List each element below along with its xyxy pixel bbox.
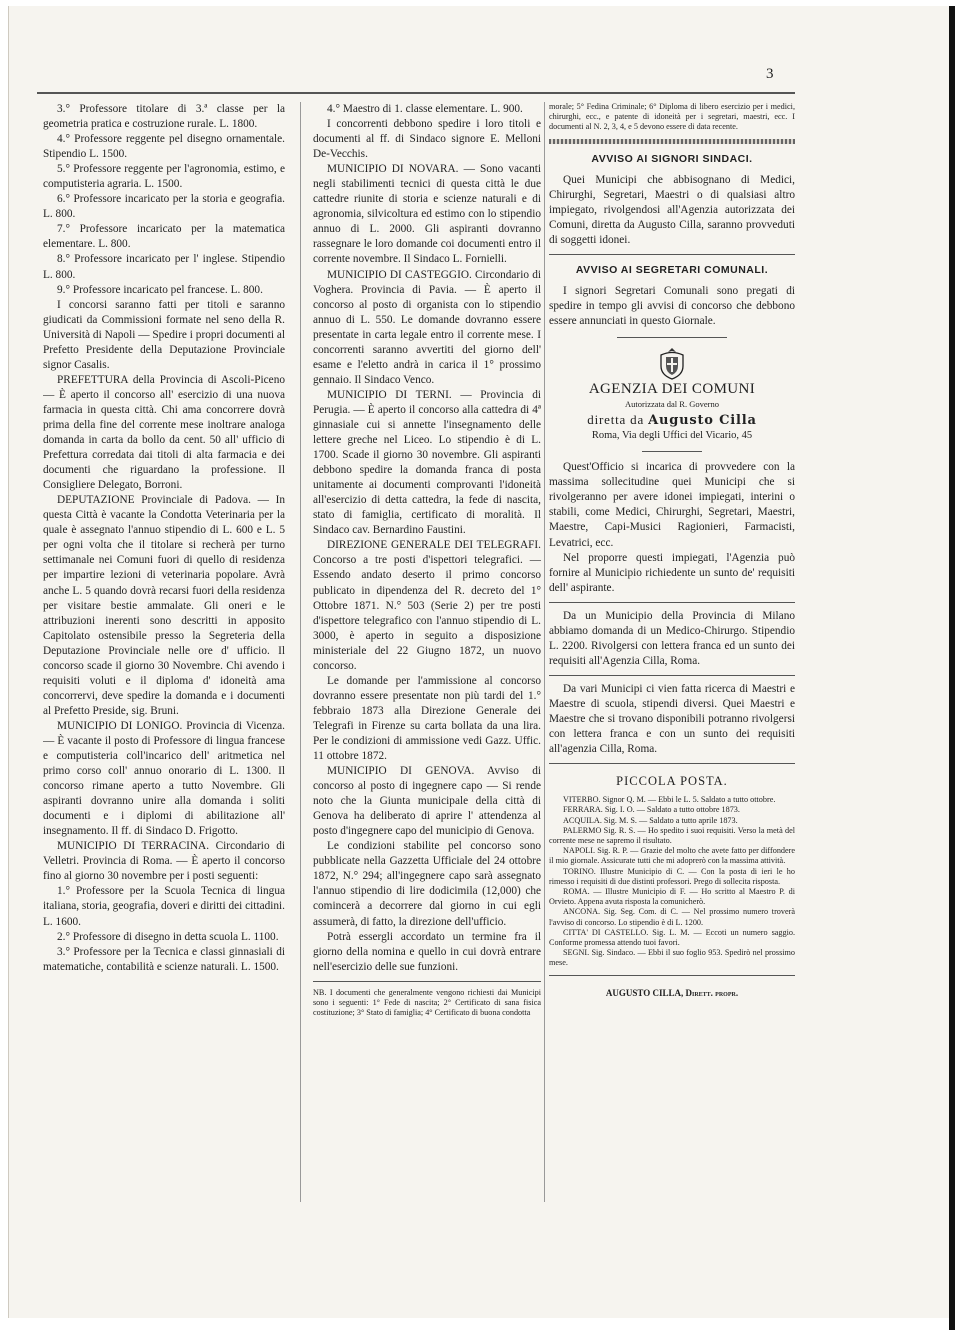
column-paragraph: Potrà essergli accordato un termine fra il giorno della nomina e quello in cui dovrà entrare nell'esercizio delle sue funzioni.: [313, 930, 541, 973]
agency-paragraph: Quest'Officio si incarica di provvedere con la massima sollecitudine quei Municipi che si rivolgeranno per avere idonei impiegati, interini o stabili, come Medici, Chirurghi, Segretari, Maestri, Maestre, Capi-Musici Ragionieri, Farmacisti, Levatrici, ecc.: [549, 461, 795, 549]
scan-edge: [949, 6, 955, 1330]
piccola-posta-item: SEGNI. Sig. Sindaco. — Ebbi il suo foglio 953. Spedirò nel prossimo mese.: [549, 948, 795, 968]
piccola-posta-item: ROMA. — Illustre Municipio di F. — Ho scritto al Maestro P. di Orvieto. Appena avuta risposta la comunicherò.: [549, 886, 795, 907]
avviso-sindaci-heading: AVVISO AI SIGNORI SINDACI.: [591, 152, 753, 165]
agency-title: AGENZIA DEI COMUNI: [588, 381, 756, 398]
column-paragraph: 3.° Professore per la Tecnica e classi ginnasiali di matematiche, contabilità e scienze naturali. L. 1500.: [43, 945, 285, 973]
section-rule: [549, 675, 795, 676]
column-paragraph: I concorsi saranno fatti per titoli e saranno giudicati da Commissioni formate nel seno della R. Università di Napoli — Spedire i propri documenti al Prefetto Presidente della Deputazione Provinciale signor Casalis.: [43, 298, 285, 371]
agency-address: Roma, Via degli Uffici del Vicario, 45: [591, 430, 753, 442]
page-number: 3: [766, 66, 774, 82]
piccola-posta-item: NAPOLI. Sig. R. P. — Grazie del molto che avete fatto per diffondere il mio giornale. Assicurate tutti che mi adoprerò con la massima attività.: [549, 846, 795, 866]
column-paragraph: 7.° Professore incaricato per la matematica elementare. L. 800.: [43, 223, 285, 251]
section-rule: [617, 337, 727, 338]
agency-description: [549, 460, 795, 595]
column-middle-body: [313, 102, 541, 975]
column-paragraph: MUNICIPIO DI TERNI. — Provincia di Perugia. — È aperto il concorso alla cattedra di 4ª ginnasiale cui si annette l'insegnamento delle lettere greche nel Liceo. Lo stipendio è di L. 1700. Scade il giorno 30 novembre. Gli aspiranti debbono spedire la domanda franca di posta unitamente ai documenti comprovanti l'idoneità all'esercizio di detta cattedra, la fede di nascita, stato di famiglia, certificato di moralità. Il Sindaco cav. Bernardino Faustini.: [313, 388, 541, 537]
documents-note-continued: morale; 5° Fedina Criminale; 6° Diploma di libero esercizio per i medici, chirurghi, ecc., e patente di idoneità per i segretari, maestri, ecc. I documenti al N. 2, 3, 4, e 5 devono essere di data recente.: [549, 102, 795, 132]
column-paragraph: 6.° Professore incaricato per la storia e geografia. L. 800.: [43, 193, 285, 221]
agency-authorization: Autorizzata dal R. Governo: [625, 399, 719, 410]
piccola-posta-item: VITERBO. Signor Q. M. — Ebbi le L. 5. Saldato a tutto ottobre.: [563, 795, 776, 805]
piccola-posta-item: PALERMO Sig. R. S. — Ho spedito i suoi requisiti. Verso la metà del corrente mese ne sapremo il risultato.: [549, 825, 795, 845]
agency-notice: Da vari Municipi ci vien fatta ricerca di Maestri e Maestre di scuola, stipendi diversi. Quei Maestri e Maestre che si trovano disponibili potranno rivolgersi con lettera franca e con un sunto dei requisiti all'agenzia Cilla, Roma.: [549, 682, 795, 756]
documents-note: NB. I documenti che generalmente vengono richiesti dai Municipi sono i seguenti: 1° Fede di nascita; 2° Certificato di sana fisica costituzione; 3° Stato di famiglia; 4° Certificato di buona condotta: [313, 987, 541, 1018]
avviso-segretari-text: I signori Segretari Comunali sono pregati di spedire in tempo gli avvisi di concorso che debbono essere annunciati in questo Giornale.: [549, 284, 795, 328]
column-paragraph: MUNICIPIO DI GENOVA. Avviso di concorso al posto di ingegnere capo — Si rende noto che la Giunta municipale della città di Genova ha deliberato di aprire l' attendenza al posto d'ingegnere capo del municipio di Genova.: [313, 765, 541, 838]
column-paragraph: 8.° Professore incaricato per l' inglese. Stipendio L. 800.: [43, 253, 285, 281]
coat-of-arms-icon: [657, 346, 687, 380]
column-paragraph: Le condizioni stabilite pel concorso sono pubblicate nella Gazzetta Ufficiale del 24 ottobre 1872, N.° 294; all'ingegnere capo sarà assegnato l'annuo stipendio di lire dodicimila (12,000) che comincerà a decorrere dal giorno in cui egli assumerà, di fatto, la direzione dell'ufficio.: [313, 840, 541, 928]
signature: AUGUSTO CILLA, Dirett. propr.: [605, 987, 739, 998]
column-middle: [313, 102, 541, 1202]
note-rule: [313, 981, 541, 982]
agency-director-line: [549, 412, 795, 428]
section-rule: [549, 602, 795, 603]
column-paragraph: 4.° Maestro di 1. classe elementare. L. 900.: [327, 103, 523, 115]
agency-paragraph: Nel proporre questi impiegati, l'Agenzia può fornire al Municipio richiedente un sunto de' requisiti dell' aspirante.: [549, 551, 795, 594]
column-paragraph: 3.° Professore titolare di 3.ª classe per la geometria pratica e costruzione rurale. L. 1800.: [43, 103, 285, 131]
section-rule: [642, 451, 702, 452]
column-paragraph: Le domande per l'ammissione al concorso dovranno essere presentate non più tardi del 1.° febbraio 1873 alla Direzione Generale dei Telegrafi in Firenze su carta bollata da una lira. Per le condizioni di ammissione vedi Gazz. Uffic. 11 ottobre 1872.: [313, 674, 541, 763]
column-paragraph: MUNICIPIO DI NOVARA. — Sono vacanti negli stabilimenti tecnici di questa città le due cattedre riunite di storia e scienze naturali e di agronomia, silvicoltura ed estimo con lo stipendio annuo di L. 2000. Gli aspiranti dovranno rassegnare le loro domande coi documenti entro il corrente novembre. Il Sindaco L. Fornielli.: [313, 163, 541, 266]
agency-notice: Da un Municipio della Provincia di Milano abbiamo domanda di un Medico-Chirurgo. Stipendio L. 2200. Rivolgersi con lettera franca ed un sunto dei requisiti all'Agenzia Cilla, Roma.: [549, 609, 795, 667]
column-divider: [300, 102, 301, 1202]
column-paragraph: 2.° Professore di disegno in detta scuola L. 1100.: [57, 930, 279, 943]
column-paragraph: 4.° Professore reggente pel disegno ornamentale. Stipendio L. 1500.: [43, 133, 285, 161]
piccola-posta-list: [549, 795, 795, 968]
piccola-posta-heading: PICCOLA POSTA.: [616, 774, 728, 789]
section-rule: [549, 763, 795, 764]
header-rule: [37, 92, 795, 94]
piccola-posta-item: CITTA' DI CASTELLO. Sig. L. M. — Eccoti un numero saggio. Conforme promessa attendo tuoi favori.: [549, 927, 795, 947]
newspaper-page: [8, 6, 955, 1318]
piccola-posta-item: ANCONA. Sig. Seg. Com. di C. — Nel prossimo numero troverà l'avviso di concorso. Lo stipendio è di L. 1200.: [549, 907, 795, 927]
piccola-posta-item: TORINO. Illustre Municipio di C. — Con la posta di ieri le ho rimesso i requisiti di due distinti professori. Prego di sollecita risposta.: [549, 866, 795, 886]
agency-director: Augusto Cilla: [648, 413, 757, 429]
column-paragraph: MUNICIPIO DI CASTEGGIO. Circondario di Voghera. Provincia di Pavia. — È aperto il concorso al posto di organista con lo stipendio annuo di L. 550. Le domande dovranno essere presentate in carta legale entro il corrente mese. I concorrenti saranno avvertiti del giorno dell' esame e l'eletto andrà in carica il 1° prossimo gennaio. Il Sindaco Venco.: [313, 268, 541, 386]
column-paragraph: DEPUTAZIONE Provinciale di Padova. — In questa Città è vacante la Condotta Veterinaria per la quale è assegnato l'annuo stipendio di L. 600 e L. 5 per ogni volta che il titolare si recherà per turno settimanale nei Comuni fuori di quello di residenza per impartire lezioni di veterinaria popolare. Avrà anche L. 5 quando dovrà recarsi fuori della residenza per visitare bestie ammalate. Gli oneri e le attribuzioni inerenti sono descritti in apposito Capitolato ostensibile presso la Segreteria della Deputazione Provinciale nelle ore d' ufficio. Il concorso scade il giorno 30 Novembre. Chi avendo i requisiti voluti e il diploma d' idoneità ama concorrervi, deve spedire la domanda e i documenti al Prefetto Preside, sig. Bruni.: [43, 494, 285, 717]
column-paragraph: 9.° Professore incaricato pel francese. L. 800.: [57, 283, 263, 296]
column-left: [43, 102, 285, 1202]
avviso-sindaci-text: Quei Municipi che abbisognano di Medici, Chirurghi, Segretari, Maestri o di qualsiasi altro impiegato, rivolgendosi all'Agenzia autorizzata dei Comuni, diretta da Augusto Cilla, saranno provveduti di soggetti idonei.: [549, 173, 795, 246]
column-paragraph: PREFETTURA della Provincia di Ascoli-Piceno — È aperto il concorso all' esercizio di una nuova farmacia in questa città. Chi ama concorrere dovrà prima della fine del corrente mese inoltrare analoga domanda in carta da bollo da cent. 50 all' ufficio di Prefettura corredata dai titoli di alta farmacia e dei documenti che riguardano la professione. Il Consigliere Delegato, Borroni.: [43, 373, 285, 492]
column-divider: [544, 102, 545, 1202]
column-paragraph: MUNICIPIO DI TERRACINA. Circondario di Velletri. Provincia di Roma. — È aperto il concorso fino al giorno 30 novembre per i posti seguenti:: [43, 840, 285, 883]
column-paragraph: 5.° Professore reggente per l'agronomia, estimo, e computisteria agraria. L. 1500.: [43, 163, 285, 191]
section-rule: [549, 975, 795, 976]
piccola-posta-item: FERRARA. Sig. I. O. — Saldato a tutto ottobre 1873.: [563, 805, 740, 815]
column-paragraph: MUNICIPIO DI LONIGO. Provincia di Vicenza. — È vacante il posto di Professore di lingua francese e computisteria coll'incarico dell' aritmetica nel primo corso coll' annuo onorario di L. 1300. Il concorso rimane aperto a tutto Novembre. Gli aspiranti dovranno unire alla domanda i soliti documenti e i diplomi di abilitazione all' insegnamento. Il ff. di Sindaco D. Frigotto.: [43, 719, 285, 838]
avviso-segretari-heading: AVVISO AI SEGRETARI COMUNALI.: [575, 263, 769, 276]
column-paragraph: DIREZIONE GENERALE DEI TELEGRAFI. Concorso a tre posti d'ispettori telegrafici. — Essendo andato deserto il primo concorso publicato in dipendenza del R. decreto del 1° Ottobre 1871. N.° 503 (Serie 2) per tre posti d'ispettore telegrafico con l'annuo stipendio di L. 3000, è aperto in seguito a disposizione ministeriale del 22 Giugno 1872, un nuovo concorso.: [313, 539, 541, 672]
section-rule: [549, 254, 795, 255]
column-right: [549, 102, 795, 1202]
ornamental-rule: [549, 139, 795, 144]
column-paragraph: 1.° Professore per la Scuola Tecnica di lingua italiana, storia, geografia, doveri e diritti dei cittadini. L. 1600.: [43, 885, 285, 928]
piccola-posta-item: ACQUILA. Sig. M. S. — Saldato a tutto aprile 1873.: [563, 815, 738, 825]
agency-directed-prefix: diretta da: [587, 412, 645, 428]
column-paragraph: I concorrenti debbono spedire i loro titoli e documenti al ff. di Sindaco signore E. Melloni De-Vecchis.: [313, 118, 541, 161]
